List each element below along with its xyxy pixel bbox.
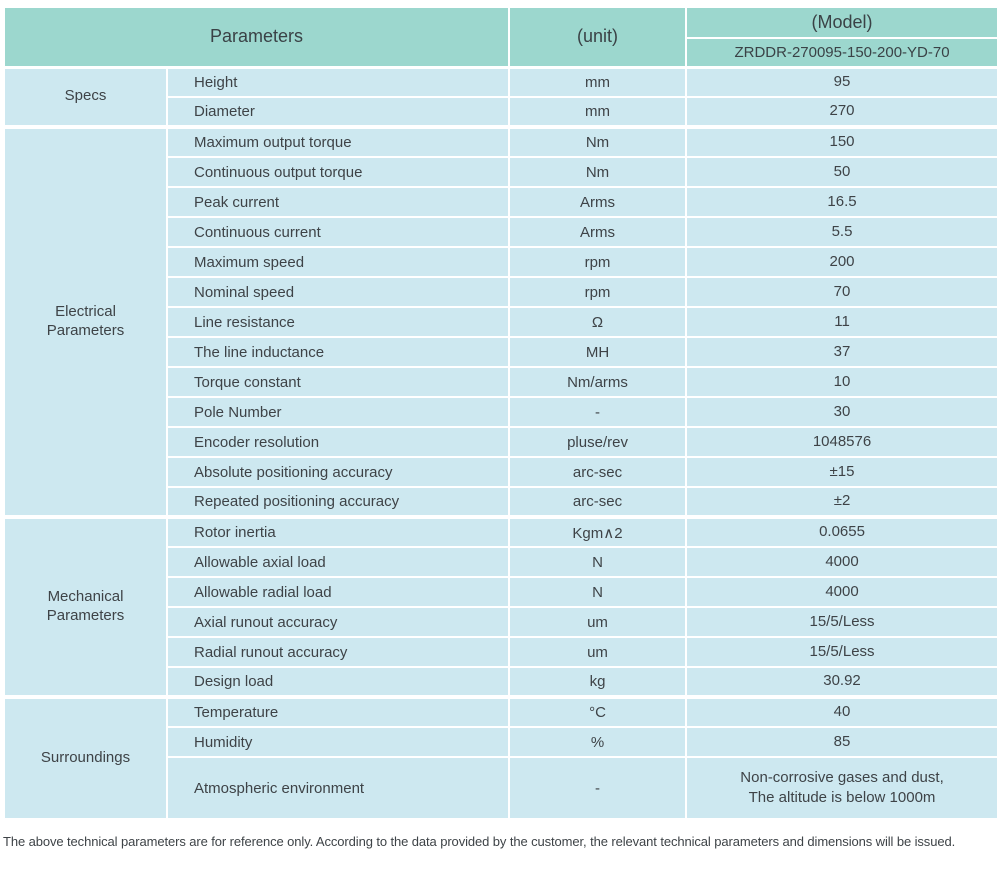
- value-cell: 1048576: [686, 427, 998, 457]
- unit-header-cell: (unit): [509, 7, 686, 67]
- table-row: [4, 127, 998, 157]
- value-cell: 0.0655: [686, 517, 998, 547]
- value-cell: 10: [686, 367, 998, 397]
- category-cell: Electrical Parameters: [4, 127, 167, 517]
- param-cell: Nominal speed: [167, 277, 509, 307]
- unit-cell: um: [509, 637, 686, 667]
- header-row: [4, 7, 998, 38]
- unit-cell: um: [509, 607, 686, 637]
- param-cell: Continuous output torque: [167, 157, 509, 187]
- value-cell: ±2: [686, 487, 998, 517]
- param-cell: Radial runout accuracy: [167, 637, 509, 667]
- unit-cell: kg: [509, 667, 686, 697]
- unit-cell: arc-sec: [509, 457, 686, 487]
- unit-cell: arc-sec: [509, 487, 686, 517]
- unit-cell: mm: [509, 67, 686, 97]
- param-cell: Repeated positioning accuracy: [167, 487, 509, 517]
- unit-cell: Nm/arms: [509, 367, 686, 397]
- value-cell: 30.92: [686, 667, 998, 697]
- unit-cell: %: [509, 727, 686, 757]
- unit-cell: Nm: [509, 157, 686, 187]
- value-cell: Non-corrosive gases and dust, The altitude is below 1000m: [686, 757, 998, 819]
- param-cell: Height: [167, 67, 509, 97]
- unit-cell: Ω: [509, 307, 686, 337]
- param-cell: Allowable axial load: [167, 547, 509, 577]
- unit-cell: Nm: [509, 127, 686, 157]
- spec-table: [3, 6, 999, 820]
- value-cell: 4000: [686, 577, 998, 607]
- unit-cell: Kgm∧2: [509, 517, 686, 547]
- value-cell: 85: [686, 727, 998, 757]
- value-cell: 15/5/Less: [686, 637, 998, 667]
- unit-cell: pluse/rev: [509, 427, 686, 457]
- param-cell: Design load: [167, 667, 509, 697]
- param-cell: Torque constant: [167, 367, 509, 397]
- category-cell: Surroundings: [4, 697, 167, 819]
- value-cell: 70: [686, 277, 998, 307]
- param-cell: Axial runout accuracy: [167, 607, 509, 637]
- value-cell: 4000: [686, 547, 998, 577]
- unit-cell: mm: [509, 97, 686, 127]
- value-cell: 5.5: [686, 217, 998, 247]
- param-cell: Absolute positioning accuracy: [167, 457, 509, 487]
- value-cell: 200: [686, 247, 998, 277]
- param-cell: Rotor inertia: [167, 517, 509, 547]
- unit-cell: N: [509, 577, 686, 607]
- unit-cell: rpm: [509, 277, 686, 307]
- value-cell: 270: [686, 97, 998, 127]
- param-cell: Maximum output torque: [167, 127, 509, 157]
- model-number-cell: ZRDDR-270095-150-200-YD-70: [686, 38, 998, 67]
- unit-cell: rpm: [509, 247, 686, 277]
- unit-cell: Arms: [509, 187, 686, 217]
- value-cell: 95: [686, 67, 998, 97]
- param-cell: The line inductance: [167, 337, 509, 367]
- param-cell: Peak current: [167, 187, 509, 217]
- footnote: The above technical parameters are for reference only. According to the data provided by the customer, the relevant technical parameters and dimensions will be issued.: [3, 834, 956, 849]
- category-cell: Specs: [4, 67, 167, 127]
- spec-table-body: [4, 67, 998, 819]
- param-cell: Maximum speed: [167, 247, 509, 277]
- value-cell: 16.5: [686, 187, 998, 217]
- table-row: [4, 517, 998, 547]
- param-cell: Pole Number: [167, 397, 509, 427]
- param-cell: Encoder resolution: [167, 427, 509, 457]
- model-header-cell: (Model): [686, 7, 998, 38]
- param-cell: Humidity: [167, 727, 509, 757]
- value-cell: 150: [686, 127, 998, 157]
- category-cell: Mechanical Parameters: [4, 517, 167, 697]
- value-cell: 30: [686, 397, 998, 427]
- value-cell: ±15: [686, 457, 998, 487]
- unit-cell: -: [509, 397, 686, 427]
- unit-cell: °C: [509, 697, 686, 727]
- param-cell: Temperature: [167, 697, 509, 727]
- parameters-header-cell: Parameters: [4, 7, 509, 67]
- unit-cell: N: [509, 547, 686, 577]
- unit-cell: -: [509, 757, 686, 819]
- param-cell: Continuous current: [167, 217, 509, 247]
- unit-cell: MH: [509, 337, 686, 367]
- param-cell: Allowable radial load: [167, 577, 509, 607]
- param-cell: Atmospheric environment: [167, 757, 509, 819]
- value-cell: 15/5/Less: [686, 607, 998, 637]
- table-row: [4, 67, 998, 97]
- value-cell: 37: [686, 337, 998, 367]
- table-row: [4, 697, 998, 727]
- value-cell: 11: [686, 307, 998, 337]
- unit-cell: Arms: [509, 217, 686, 247]
- value-cell: 40: [686, 697, 998, 727]
- param-cell: Line resistance: [167, 307, 509, 337]
- param-cell: Diameter: [167, 97, 509, 127]
- spec-table-header: [4, 7, 998, 67]
- value-cell: 50: [686, 157, 998, 187]
